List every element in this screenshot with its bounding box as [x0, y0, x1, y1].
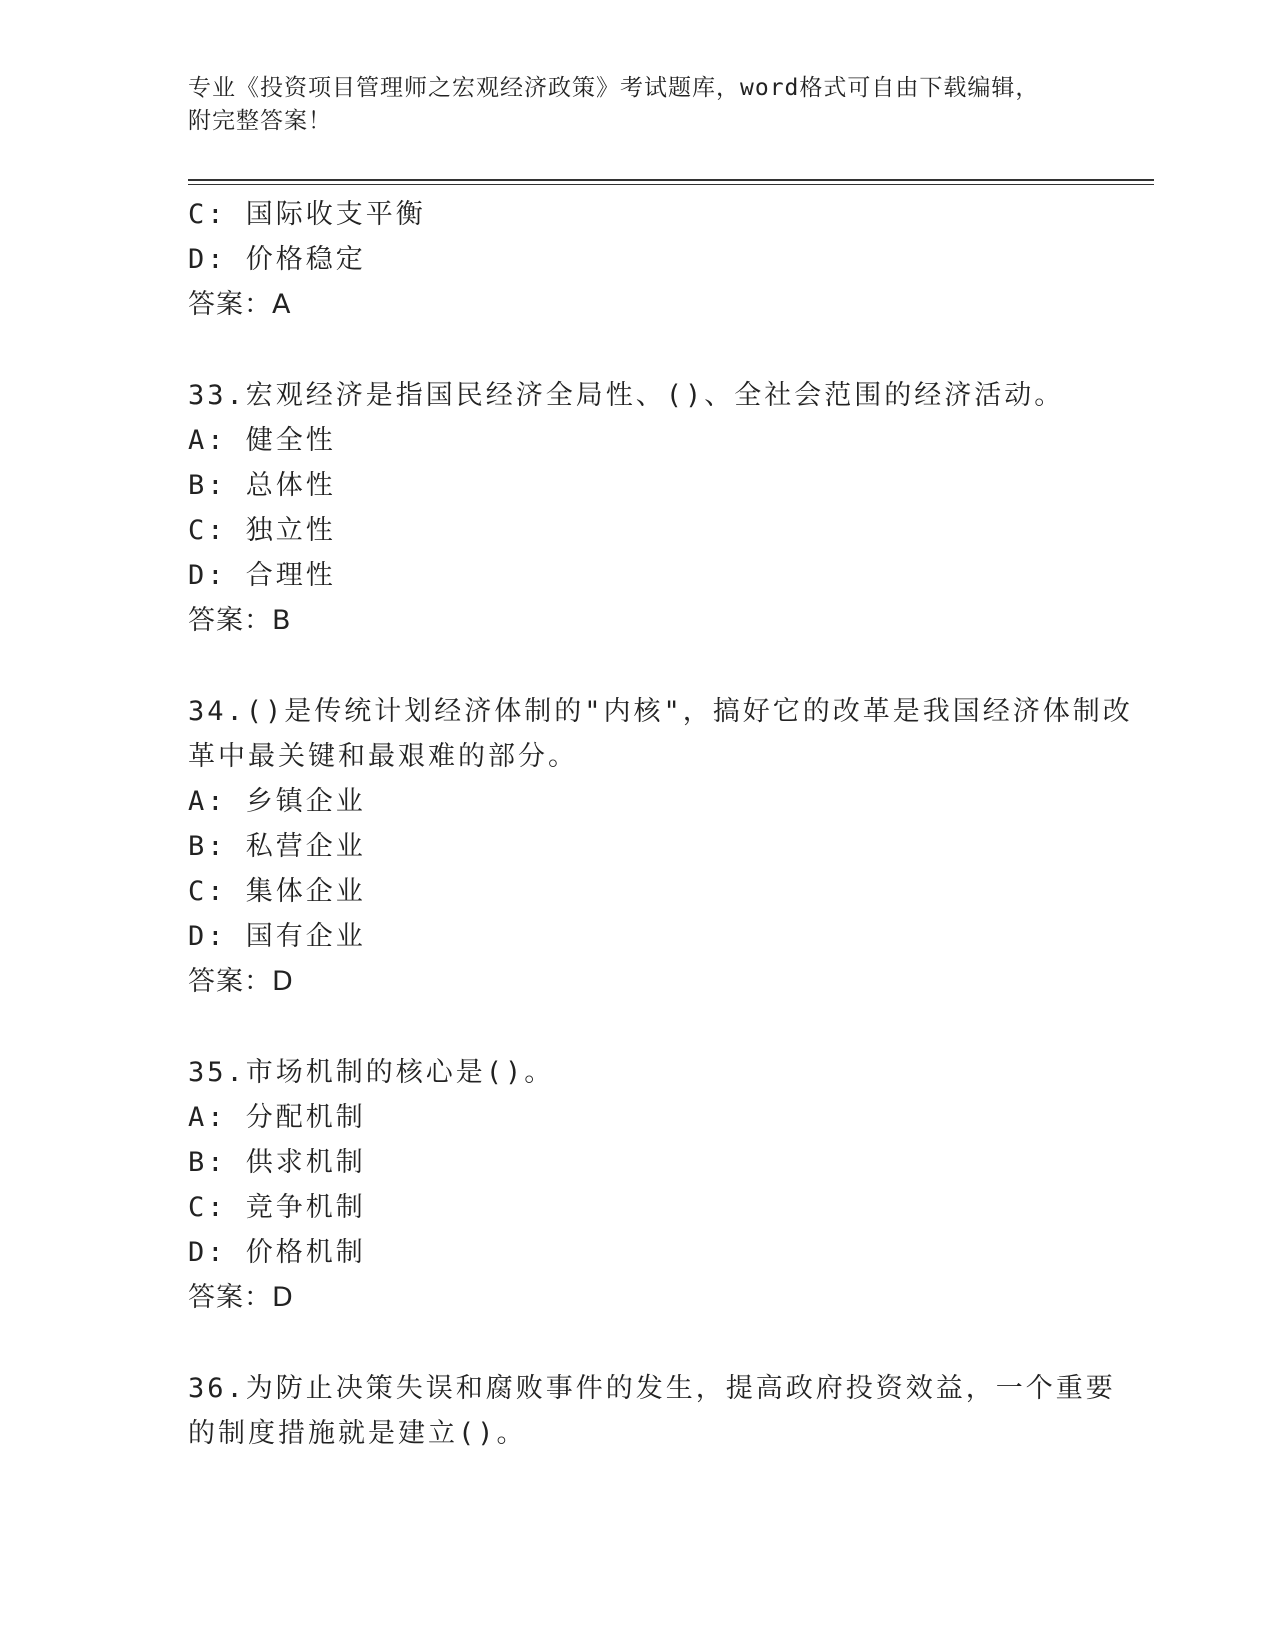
option-c	[188, 869, 1088, 914]
option-text: 合理性	[245, 560, 336, 591]
question-stem-line-2: 革中最关键和最艰难的部分。	[188, 741, 578, 772]
option-a	[188, 779, 1088, 824]
question-stem-line-2: 的制度措施就是建立()。	[188, 1418, 527, 1449]
option-a	[188, 418, 1088, 463]
option-text: 私营企业	[245, 831, 366, 862]
question-list	[188, 192, 1133, 1456]
option-text: 集体企业	[245, 876, 366, 907]
header-line-2: 附完整答案！	[188, 108, 332, 134]
option-text: 国有企业	[245, 921, 366, 952]
spacer	[188, 643, 1088, 689]
question-stem: 35.市场机制的核心是()。	[188, 1057, 555, 1088]
option-c	[188, 192, 1088, 237]
header-line-1: 专业《投资项目管理师之宏观经济政策》考试题库，word格式可自由下载编辑，	[188, 75, 1040, 101]
option-text: 竞争机制	[245, 1192, 366, 1223]
option-text: 价格稳定	[245, 244, 366, 275]
question-stem-line-1: 34.()是传统计划经济体制的"内核"，搞好它的改革是我国经济体制改	[188, 696, 1133, 727]
option-label: A:	[188, 786, 227, 817]
option-c	[188, 508, 1088, 553]
answer-line: 答案：D	[188, 966, 294, 997]
option-text: 价格机制	[245, 1237, 366, 1268]
option-label: D:	[188, 244, 227, 275]
answer-line: 答案：B	[188, 605, 292, 636]
option-b	[188, 824, 1088, 869]
option-text: 乡镇企业	[245, 786, 366, 817]
option-d	[188, 914, 1088, 959]
question-32-tail	[188, 192, 1088, 327]
option-text: 供求机制	[245, 1147, 366, 1178]
option-a	[188, 1095, 1088, 1140]
option-label: A:	[188, 1102, 227, 1133]
option-text: 独立性	[245, 515, 336, 546]
option-label: C:	[188, 876, 227, 907]
question-34	[188, 689, 1133, 1004]
option-label: C:	[188, 515, 227, 546]
option-text: 分配机制	[245, 1102, 366, 1133]
option-label: C:	[188, 199, 227, 230]
question-35	[188, 1050, 1088, 1320]
option-label: C:	[188, 1192, 227, 1223]
option-label: B:	[188, 470, 227, 501]
header-divider-thin	[188, 184, 1154, 185]
header-divider-thick	[188, 179, 1154, 181]
option-label: D:	[188, 921, 227, 952]
option-c	[188, 1185, 1088, 1230]
spacer	[188, 1004, 1088, 1050]
question-33	[188, 373, 1088, 643]
option-b	[188, 463, 1088, 508]
option-label: D:	[188, 560, 227, 591]
option-text: 总体性	[245, 470, 336, 501]
question-36	[188, 1366, 1116, 1456]
option-label: D:	[188, 1237, 227, 1268]
option-d	[188, 553, 1088, 598]
question-stem: 33.宏观经济是指国民经济全局性、()、全社会范围的经济活动。	[188, 380, 1065, 411]
answer-line: 答案：D	[188, 1282, 294, 1313]
option-d	[188, 237, 1088, 282]
option-text: 健全性	[245, 425, 336, 456]
option-label: B:	[188, 831, 227, 862]
spacer	[188, 1320, 1088, 1366]
option-b	[188, 1140, 1088, 1185]
spacer	[188, 327, 1088, 373]
option-d	[188, 1230, 1088, 1275]
document-header	[188, 72, 1088, 138]
option-label: B:	[188, 1147, 227, 1178]
answer-line: 答案：A	[188, 289, 292, 320]
option-label: A:	[188, 425, 227, 456]
question-stem-line-1: 36.为防止决策失误和腐败事件的发生，提高政府投资效益，一个重要	[188, 1373, 1116, 1404]
option-text: 国际收支平衡	[245, 199, 426, 230]
